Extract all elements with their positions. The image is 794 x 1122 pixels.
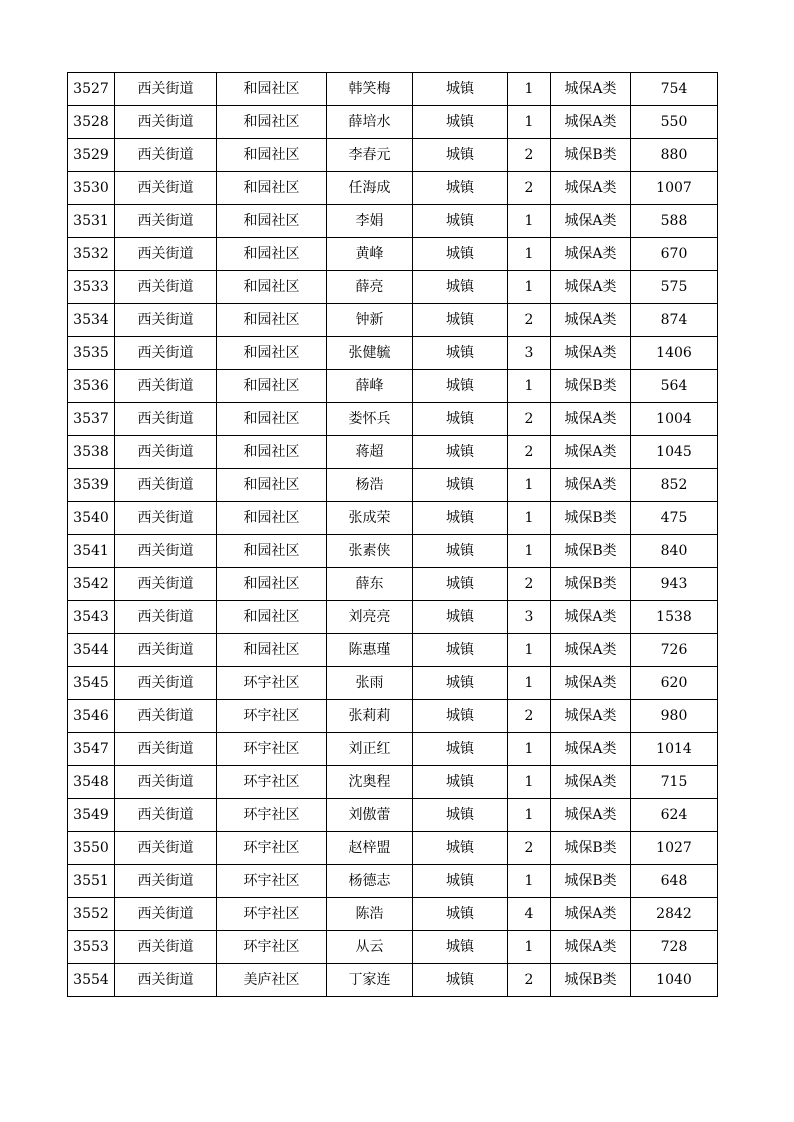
insurance-category-cell: 城保B类	[551, 568, 631, 601]
household-size-cell: 1	[508, 799, 551, 832]
household-type-cell: 城镇	[413, 766, 508, 799]
name-cell: 韩笑梅	[327, 73, 413, 106]
amount-cell: 1027	[631, 832, 718, 865]
table-row	[68, 502, 718, 535]
household-size-cell: 2	[508, 436, 551, 469]
household-type-cell: 城镇	[413, 535, 508, 568]
insurance-category-cell: 城保A类	[551, 403, 631, 436]
community-cell: 和园社区	[217, 370, 327, 403]
community-cell: 环宇社区	[217, 799, 327, 832]
amount-cell: 1045	[631, 436, 718, 469]
subdistrict-cell: 西关街道	[115, 568, 217, 601]
name-cell: 丁家连	[327, 964, 413, 997]
community-cell: 环宇社区	[217, 700, 327, 733]
serial-number-cell: 3531	[68, 205, 115, 238]
subdistrict-cell: 西关街道	[115, 799, 217, 832]
household-type-cell: 城镇	[413, 832, 508, 865]
amount-cell: 726	[631, 634, 718, 667]
household-type-cell: 城镇	[413, 502, 508, 535]
insurance-category-cell: 城保A类	[551, 238, 631, 271]
insurance-category-cell: 城保A类	[551, 667, 631, 700]
amount-cell: 1004	[631, 403, 718, 436]
table-row	[68, 106, 718, 139]
amount-cell: 754	[631, 73, 718, 106]
insurance-category-cell: 城保B类	[551, 370, 631, 403]
name-cell: 薛峰	[327, 370, 413, 403]
household-type-cell: 城镇	[413, 304, 508, 337]
subdistrict-cell: 西关街道	[115, 304, 217, 337]
community-cell: 和园社区	[217, 271, 327, 304]
household-type-cell: 城镇	[413, 337, 508, 370]
table-row	[68, 304, 718, 337]
serial-number-cell: 3543	[68, 601, 115, 634]
community-cell: 和园社区	[217, 568, 327, 601]
serial-number-cell: 3532	[68, 238, 115, 271]
household-size-cell: 2	[508, 139, 551, 172]
amount-cell: 715	[631, 766, 718, 799]
household-type-cell: 城镇	[413, 865, 508, 898]
name-cell: 黄峰	[327, 238, 413, 271]
serial-number-cell: 3549	[68, 799, 115, 832]
name-cell: 杨浩	[327, 469, 413, 502]
household-size-cell: 2	[508, 172, 551, 205]
name-cell: 刘正红	[327, 733, 413, 766]
household-type-cell: 城镇	[413, 733, 508, 766]
subdistrict-cell: 西关街道	[115, 436, 217, 469]
subdistrict-cell: 西关街道	[115, 403, 217, 436]
name-cell: 陈浩	[327, 898, 413, 931]
table-row	[68, 172, 718, 205]
community-cell: 和园社区	[217, 535, 327, 568]
household-type-cell: 城镇	[413, 106, 508, 139]
table-row	[68, 832, 718, 865]
amount-cell: 840	[631, 535, 718, 568]
insurance-category-cell: 城保A类	[551, 733, 631, 766]
household-size-cell: 1	[508, 469, 551, 502]
insurance-category-cell: 城保A类	[551, 931, 631, 964]
name-cell: 张雨	[327, 667, 413, 700]
insurance-category-cell: 城保A类	[551, 304, 631, 337]
table-row	[68, 733, 718, 766]
serial-number-cell: 3546	[68, 700, 115, 733]
amount-cell: 620	[631, 667, 718, 700]
household-type-cell: 城镇	[413, 172, 508, 205]
insurance-category-cell: 城保A类	[551, 271, 631, 304]
table-row	[68, 799, 718, 832]
amount-cell: 624	[631, 799, 718, 832]
subdistrict-cell: 西关街道	[115, 370, 217, 403]
household-size-cell: 1	[508, 667, 551, 700]
community-cell: 和园社区	[217, 436, 327, 469]
household-type-cell: 城镇	[413, 568, 508, 601]
amount-cell: 880	[631, 139, 718, 172]
table-row	[68, 73, 718, 106]
serial-number-cell: 3529	[68, 139, 115, 172]
household-type-cell: 城镇	[413, 370, 508, 403]
table-row	[68, 766, 718, 799]
insurance-category-cell: 城保A类	[551, 700, 631, 733]
serial-number-cell: 3537	[68, 403, 115, 436]
community-cell: 和园社区	[217, 403, 327, 436]
table-row	[68, 964, 718, 997]
insurance-category-cell: 城保A类	[551, 469, 631, 502]
household-size-cell: 1	[508, 931, 551, 964]
name-cell: 蒋超	[327, 436, 413, 469]
subdistrict-cell: 西关街道	[115, 238, 217, 271]
household-type-cell: 城镇	[413, 634, 508, 667]
community-cell: 环宇社区	[217, 667, 327, 700]
household-size-cell: 2	[508, 832, 551, 865]
household-size-cell: 2	[508, 700, 551, 733]
name-cell: 张成荣	[327, 502, 413, 535]
subdistrict-cell: 西关街道	[115, 733, 217, 766]
subdistrict-cell: 西关街道	[115, 172, 217, 205]
household-size-cell: 1	[508, 271, 551, 304]
insurance-category-cell: 城保A类	[551, 205, 631, 238]
table-row	[68, 337, 718, 370]
household-size-cell: 2	[508, 568, 551, 601]
name-cell: 陈惠瑾	[327, 634, 413, 667]
table-row	[68, 667, 718, 700]
community-cell: 美庐社区	[217, 964, 327, 997]
table-row	[68, 205, 718, 238]
insurance-category-cell: 城保A类	[551, 172, 631, 205]
table-row	[68, 370, 718, 403]
community-cell: 环宇社区	[217, 865, 327, 898]
household-type-cell: 城镇	[413, 931, 508, 964]
insurance-category-cell: 城保B类	[551, 964, 631, 997]
insurance-category-cell: 城保A类	[551, 601, 631, 634]
name-cell: 任海成	[327, 172, 413, 205]
serial-number-cell: 3536	[68, 370, 115, 403]
amount-cell: 2842	[631, 898, 718, 931]
serial-number-cell: 3548	[68, 766, 115, 799]
amount-cell: 588	[631, 205, 718, 238]
community-cell: 和园社区	[217, 502, 327, 535]
insurance-category-cell: 城保A类	[551, 634, 631, 667]
amount-cell: 943	[631, 568, 718, 601]
table-row	[68, 403, 718, 436]
table-row	[68, 700, 718, 733]
amount-cell: 1538	[631, 601, 718, 634]
insurance-category-cell: 城保A类	[551, 73, 631, 106]
serial-number-cell: 3535	[68, 337, 115, 370]
insurance-category-cell: 城保A类	[551, 766, 631, 799]
household-size-cell: 2	[508, 304, 551, 337]
subdistrict-cell: 西关街道	[115, 139, 217, 172]
name-cell: 薛培水	[327, 106, 413, 139]
name-cell: 张素侠	[327, 535, 413, 568]
community-cell: 和园社区	[217, 304, 327, 337]
subdistrict-cell: 西关街道	[115, 469, 217, 502]
amount-cell: 980	[631, 700, 718, 733]
table-row	[68, 535, 718, 568]
household-type-cell: 城镇	[413, 238, 508, 271]
community-cell: 环宇社区	[217, 832, 327, 865]
name-cell: 杨德志	[327, 865, 413, 898]
community-cell: 和园社区	[217, 172, 327, 205]
serial-number-cell: 3551	[68, 865, 115, 898]
subdistrict-cell: 西关街道	[115, 535, 217, 568]
amount-cell: 475	[631, 502, 718, 535]
serial-number-cell: 3534	[68, 304, 115, 337]
household-type-cell: 城镇	[413, 73, 508, 106]
serial-number-cell: 3540	[68, 502, 115, 535]
subdistrict-cell: 西关街道	[115, 700, 217, 733]
subdistrict-cell: 西关街道	[115, 865, 217, 898]
subdistrict-cell: 西关街道	[115, 964, 217, 997]
name-cell: 刘傲蕾	[327, 799, 413, 832]
subdistrict-cell: 西关街道	[115, 766, 217, 799]
household-type-cell: 城镇	[413, 271, 508, 304]
table-row	[68, 865, 718, 898]
roster-table	[67, 72, 718, 997]
subdistrict-cell: 西关街道	[115, 832, 217, 865]
household-type-cell: 城镇	[413, 667, 508, 700]
household-size-cell: 1	[508, 370, 551, 403]
table-row	[68, 601, 718, 634]
subdistrict-cell: 西关街道	[115, 601, 217, 634]
household-size-cell: 3	[508, 601, 551, 634]
household-type-cell: 城镇	[413, 700, 508, 733]
community-cell: 和园社区	[217, 634, 327, 667]
table-row	[68, 931, 718, 964]
serial-number-cell: 3530	[68, 172, 115, 205]
insurance-category-cell: 城保A类	[551, 799, 631, 832]
table-row	[68, 271, 718, 304]
amount-cell: 852	[631, 469, 718, 502]
household-size-cell: 1	[508, 73, 551, 106]
household-type-cell: 城镇	[413, 601, 508, 634]
name-cell: 沈奥程	[327, 766, 413, 799]
insurance-category-cell: 城保A类	[551, 436, 631, 469]
serial-number-cell: 3538	[68, 436, 115, 469]
household-type-cell: 城镇	[413, 469, 508, 502]
community-cell: 和园社区	[217, 601, 327, 634]
insurance-category-cell: 城保B类	[551, 139, 631, 172]
household-size-cell: 4	[508, 898, 551, 931]
subdistrict-cell: 西关街道	[115, 667, 217, 700]
amount-cell: 1040	[631, 964, 718, 997]
community-cell: 环宇社区	[217, 931, 327, 964]
serial-number-cell: 3550	[68, 832, 115, 865]
community-cell: 和园社区	[217, 106, 327, 139]
serial-number-cell: 3528	[68, 106, 115, 139]
serial-number-cell: 3552	[68, 898, 115, 931]
community-cell: 环宇社区	[217, 898, 327, 931]
amount-cell: 728	[631, 931, 718, 964]
insurance-category-cell: 城保B类	[551, 502, 631, 535]
amount-cell: 1406	[631, 337, 718, 370]
name-cell: 钟新	[327, 304, 413, 337]
subdistrict-cell: 西关街道	[115, 898, 217, 931]
amount-cell: 874	[631, 304, 718, 337]
table-row	[68, 568, 718, 601]
table-row	[68, 469, 718, 502]
name-cell: 薛东	[327, 568, 413, 601]
household-size-cell: 1	[508, 502, 551, 535]
household-size-cell: 1	[508, 238, 551, 271]
amount-cell: 575	[631, 271, 718, 304]
community-cell: 环宇社区	[217, 766, 327, 799]
name-cell: 张莉莉	[327, 700, 413, 733]
household-type-cell: 城镇	[413, 205, 508, 238]
name-cell: 李春元	[327, 139, 413, 172]
table-row	[68, 898, 718, 931]
subdistrict-cell: 西关街道	[115, 73, 217, 106]
table-row	[68, 139, 718, 172]
name-cell: 张健毓	[327, 337, 413, 370]
household-size-cell: 1	[508, 733, 551, 766]
community-cell: 和园社区	[217, 469, 327, 502]
community-cell: 和园社区	[217, 337, 327, 370]
household-type-cell: 城镇	[413, 799, 508, 832]
subdistrict-cell: 西关街道	[115, 205, 217, 238]
household-size-cell: 1	[508, 205, 551, 238]
household-size-cell: 1	[508, 865, 551, 898]
serial-number-cell: 3533	[68, 271, 115, 304]
community-cell: 环宇社区	[217, 733, 327, 766]
name-cell: 从云	[327, 931, 413, 964]
amount-cell: 550	[631, 106, 718, 139]
household-type-cell: 城镇	[413, 898, 508, 931]
household-size-cell: 1	[508, 634, 551, 667]
serial-number-cell: 3539	[68, 469, 115, 502]
household-size-cell: 1	[508, 106, 551, 139]
community-cell: 和园社区	[217, 205, 327, 238]
amount-cell: 1007	[631, 172, 718, 205]
serial-number-cell: 3544	[68, 634, 115, 667]
household-type-cell: 城镇	[413, 139, 508, 172]
table-row	[68, 634, 718, 667]
subdistrict-cell: 西关街道	[115, 502, 217, 535]
insurance-category-cell: 城保B类	[551, 832, 631, 865]
serial-number-cell: 3541	[68, 535, 115, 568]
serial-number-cell: 3545	[68, 667, 115, 700]
name-cell: 李娟	[327, 205, 413, 238]
subdistrict-cell: 西关街道	[115, 271, 217, 304]
household-size-cell: 2	[508, 964, 551, 997]
subdistrict-cell: 西关街道	[115, 337, 217, 370]
household-size-cell: 3	[508, 337, 551, 370]
insurance-category-cell: 城保B类	[551, 865, 631, 898]
name-cell: 薛亮	[327, 271, 413, 304]
household-size-cell: 2	[508, 403, 551, 436]
serial-number-cell: 3542	[68, 568, 115, 601]
amount-cell: 564	[631, 370, 718, 403]
serial-number-cell: 3547	[68, 733, 115, 766]
serial-number-cell: 3554	[68, 964, 115, 997]
insurance-category-cell: 城保B类	[551, 535, 631, 568]
amount-cell: 648	[631, 865, 718, 898]
name-cell: 赵梓盟	[327, 832, 413, 865]
subdistrict-cell: 西关街道	[115, 106, 217, 139]
name-cell: 刘亮亮	[327, 601, 413, 634]
amount-cell: 1014	[631, 733, 718, 766]
household-size-cell: 1	[508, 535, 551, 568]
insurance-category-cell: 城保A类	[551, 898, 631, 931]
household-type-cell: 城镇	[413, 436, 508, 469]
subdistrict-cell: 西关街道	[115, 931, 217, 964]
insurance-category-cell: 城保A类	[551, 106, 631, 139]
serial-number-cell: 3553	[68, 931, 115, 964]
subdistrict-cell: 西关街道	[115, 634, 217, 667]
amount-cell: 670	[631, 238, 718, 271]
community-cell: 和园社区	[217, 238, 327, 271]
table-row	[68, 436, 718, 469]
household-type-cell: 城镇	[413, 964, 508, 997]
roster-body	[68, 73, 718, 997]
name-cell: 娄怀兵	[327, 403, 413, 436]
table-row	[68, 238, 718, 271]
serial-number-cell: 3527	[68, 73, 115, 106]
household-type-cell: 城镇	[413, 403, 508, 436]
community-cell: 和园社区	[217, 139, 327, 172]
insurance-category-cell: 城保A类	[551, 337, 631, 370]
household-size-cell: 1	[508, 766, 551, 799]
community-cell: 和园社区	[217, 73, 327, 106]
